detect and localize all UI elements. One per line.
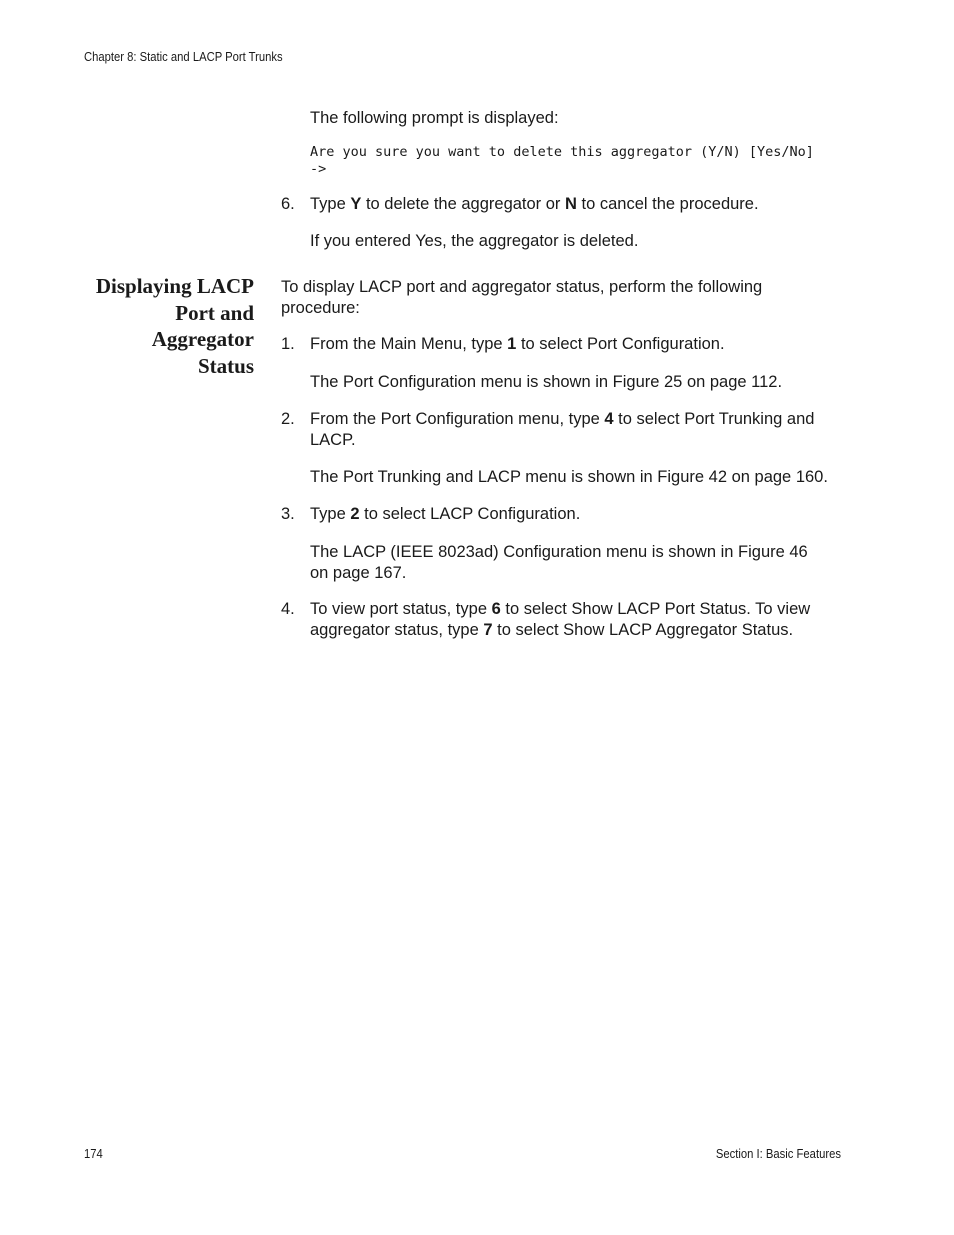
step-3-note: The LACP (IEEE 8023ad) Configuration menu is shown in Figure 46 on page 167. [310,543,808,582]
section-footer: Section I: Basic Features [715,1147,841,1161]
step-number: 3. [281,505,295,523]
step-2-note: The Port Trunking and LACP menu is shown in Figure 42 on page 160. [310,468,828,486]
step-2-text: From the Port Configuration menu, type 4 to select Port Trunking and LACP. [310,410,815,449]
step-number: 2. [281,410,295,428]
step-4-text: To view port status, type 6 to select Show LACP Port Status. To view aggregator status, type 7 to select Show LACP Aggregator Status. [310,600,811,639]
section-heading-line: Displaying LACP [95,274,254,298]
step-number: 6. [281,195,295,213]
step-number: 4. [281,600,295,618]
prompt-text-line-1: Are you sure you want to delete this aggregator (Y/N) [Yes/No] [310,144,814,160]
step-1-note: The Port Configuration menu is shown in Figure 25 on page 112. [310,373,783,391]
section-heading-line: Aggregator [151,327,254,351]
section-heading-line: Status [197,353,254,378]
step-6-result: If you entered Yes, the aggregator is deleted. [310,232,639,250]
step-1-text: From the Main Menu, type 1 to select Port Configuration. [310,335,725,353]
section-heading [64,273,254,379]
page-number: 174 [84,1147,103,1161]
section-intro: To display LACP port and aggregator status, perform the following procedure: [281,278,763,317]
section-heading-line: Port and [175,300,254,325]
step-3-text: Type 2 to select LACP Configuration. [310,505,581,523]
step-number: 1. [281,335,295,353]
prompt-text-line-2: -> [310,161,327,177]
prompt-intro: The following prompt is displayed: [310,109,559,127]
running-header: Chapter 8: Static and LACP Port Trunks [84,50,283,64]
step-6-text: Type Y to delete the aggregator or N to cancel the procedure. [310,195,759,213]
